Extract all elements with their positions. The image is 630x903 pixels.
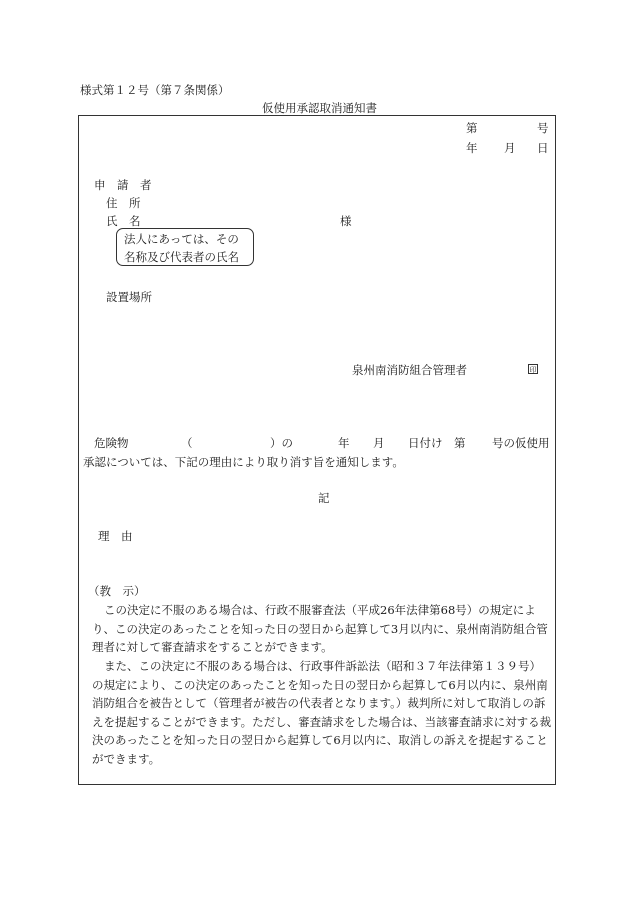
name-label: 氏 名 [106,214,141,228]
issuer-name: 泉州南消防組合管理者 [352,363,467,377]
paren-open: （ [181,436,193,450]
paren-close: ）の [270,436,293,450]
doc-number-dai: 第 [466,121,478,135]
corporation-note-line2: 名称及び代表者の氏名 [124,250,239,264]
doc-number-go: 号 [537,121,549,135]
corporation-note-line1: 法人にあっては、その [124,232,239,246]
instruction-heading: （教 示） [88,584,146,598]
date-month: 月 [504,141,516,155]
ki-heading: 記 [318,491,330,505]
address-label: 住 所 [106,196,141,210]
hazard-label: 危険物 [94,436,129,450]
applicant-heading: 申 請 者 [94,178,152,192]
notice-dai: 第 [454,436,466,450]
date-year: 年 [466,141,478,155]
date-day: 日 [537,141,549,155]
instruction-paragraph-2: また、この決定に不服のある場合は、行政事件訴訟法（昭和３７年法律第１３９号）の規定により、この決定のあったことを知った日の翌日から起算して6月以内に、泉州南消防組合を被告として（管理者が被告の代表者となります。）裁判所に対して取消しの訴えを提起することができます。ただし、審査請求をした場合は、当該審査請求に対する裁決のあったことを知った日の翌日から起算して6月以内に、取消しの訴えを提起することができます。 [92,659,552,766]
notice-month: 月 [373,436,385,450]
instruction-paragraph-1: この決定に不服のある場合は、行政不服審査法（平成26年法律第68号）の規定により、この決定のあったことを知った日の翌日から起算して3月以内に、泉州南消防組合管理者に対して審査請求をすることができます。 [92,603,548,654]
form-number: 様式第１２号（第７条関係） [80,83,230,97]
notice-year: 年 [338,436,350,450]
reason-label: 理 由 [98,529,133,543]
honorific: 様 [340,214,352,228]
document-title: 仮使用承認取消通知書 [262,101,377,115]
seal-mark: 印 [529,366,537,374]
notice-date-suffix: 日付け [408,436,443,450]
notice-line2: 承認については、下記の理由により取り消す旨を通知します。 [83,455,404,469]
installation-label: 設置場所 [106,290,152,304]
notice-go-suffix: 号の仮使用 [492,436,550,450]
